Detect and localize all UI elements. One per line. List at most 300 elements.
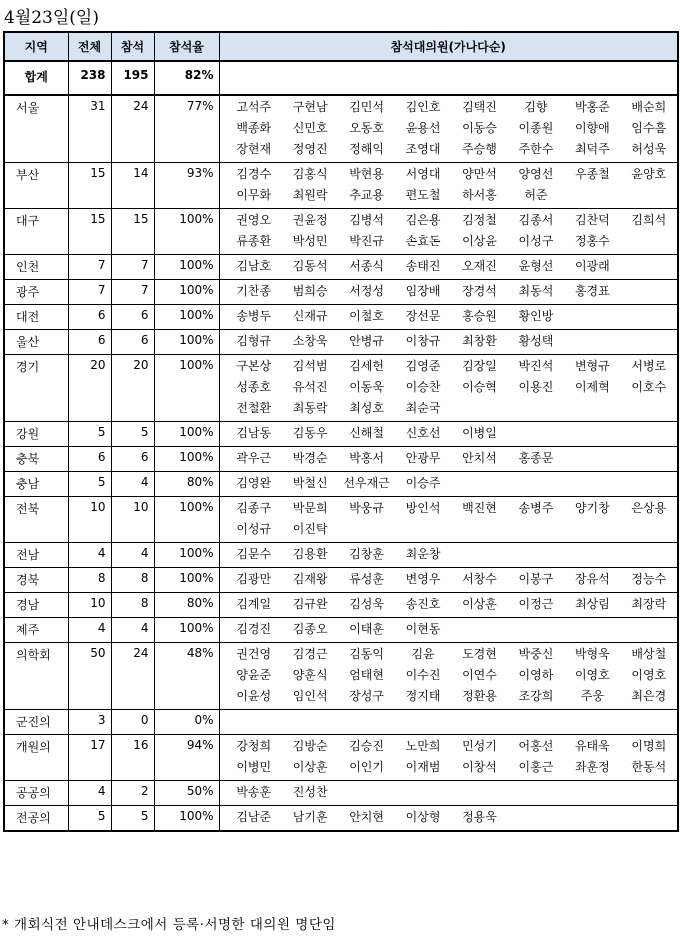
delegate-names-grid xyxy=(226,450,678,467)
delegate-names-cell xyxy=(219,710,677,735)
delegate-name: 김향 xyxy=(524,100,548,114)
delegate-name: 김동익 xyxy=(349,647,384,661)
rate-cell: 100% xyxy=(154,422,219,447)
delegate-name: 김홍식 xyxy=(292,167,328,181)
region-cell: 강원 xyxy=(5,422,68,447)
region-cell: 전북 xyxy=(5,497,68,543)
delegate-name: 이재범 xyxy=(405,760,441,774)
delegate-name: 이승주 xyxy=(405,476,441,490)
total-cell: 4 xyxy=(68,618,111,643)
delegate-name: 임수흠 xyxy=(631,121,667,135)
delegate-names-cell xyxy=(219,95,677,163)
delegate-names-grid xyxy=(226,784,678,801)
region-cell: 부산 xyxy=(5,163,68,209)
delegate-name: 이영하 xyxy=(518,668,554,682)
delegate-name: 김은용 xyxy=(405,213,441,227)
delegate-name: 이수진 xyxy=(405,668,441,682)
delegate-name: 이향애 xyxy=(574,121,610,135)
summary-names-empty xyxy=(219,61,677,95)
delegate-name: 장성구 xyxy=(349,689,384,703)
region-cell: 대구 xyxy=(5,209,68,255)
delegate-name: 이광래 xyxy=(574,259,610,273)
table-row xyxy=(5,255,677,280)
delegate-name: 김인호 xyxy=(405,100,441,114)
table-row xyxy=(5,735,677,781)
delegate-name: 김광만 xyxy=(236,572,272,586)
delegate-name: 주한수 xyxy=(518,142,554,156)
delegate-name: 유석진 xyxy=(292,380,328,394)
delegate-name: 이철호 xyxy=(349,309,384,323)
region-cell: 광주 xyxy=(5,280,68,305)
delegate-name: 김정철 xyxy=(462,213,497,227)
delegate-name: 유태욱 xyxy=(574,739,610,753)
rate-cell: 100% xyxy=(154,497,219,543)
delegate-name: 김경진 xyxy=(236,622,272,636)
delegate-name: 황인방 xyxy=(518,309,554,323)
delegate-name: 정지태 xyxy=(405,689,441,703)
delegate-name: 류종환 xyxy=(236,234,272,248)
delegate-names-grid xyxy=(226,738,678,776)
delegate-name: 김방순 xyxy=(292,739,328,753)
delegate-name: 정용욱 xyxy=(462,810,497,824)
delegate-name: 성종호 xyxy=(236,380,272,394)
delegate-name: 이승혁 xyxy=(462,380,497,394)
delegate-names-cell xyxy=(219,447,677,472)
delegate-name: 도경현 xyxy=(462,647,497,661)
delegate-name: 조영대 xyxy=(405,142,441,156)
attend-cell: 24 xyxy=(111,643,154,710)
table-row xyxy=(5,447,677,472)
delegate-names-cell xyxy=(219,593,677,618)
delegate-name: 박웅규 xyxy=(349,501,384,515)
delegate-names-grid xyxy=(226,809,678,826)
table-row xyxy=(5,710,677,735)
region-cell: 의학회 xyxy=(5,643,68,710)
total-cell: 7 xyxy=(68,255,111,280)
delegate-name: 김종서 xyxy=(518,213,554,227)
delegate-name: 이윤성 xyxy=(236,689,272,703)
delegate-name: 안병규 xyxy=(349,334,384,348)
delegate-name: 오재진 xyxy=(462,259,497,273)
delegate-name: 김문수 xyxy=(236,547,272,561)
delegate-name: 서정성 xyxy=(349,284,384,298)
rate-cell: 80% xyxy=(154,593,219,618)
delegate-names-cell xyxy=(219,163,677,209)
region-cell: 군진의 xyxy=(5,710,68,735)
delegate-name: 김찬덕 xyxy=(574,213,610,227)
delegate-name: 박진석 xyxy=(518,359,554,373)
delegate-name: 김경수 xyxy=(236,167,272,181)
table-row xyxy=(5,568,677,593)
delegate-name: 좌훈정 xyxy=(574,760,610,774)
delegate-name: 신호선 xyxy=(405,426,441,440)
delegate-name: 홍승원 xyxy=(462,309,497,323)
attend-cell: 5 xyxy=(111,806,154,831)
delegate-name: 이상윤 xyxy=(462,234,497,248)
delegate-name: 홍경표 xyxy=(574,284,610,298)
delegate-name: 이동욱 xyxy=(349,380,384,394)
delegate-names-grid xyxy=(226,333,678,350)
delegate-names-grid xyxy=(226,571,678,588)
summary-total: 238 xyxy=(68,61,111,95)
rate-cell: 100% xyxy=(154,355,219,422)
table-row xyxy=(5,422,677,447)
delegate-name: 김종오 xyxy=(292,622,328,636)
delegate-name: 남기훈 xyxy=(292,810,328,824)
region-cell: 공공의 xyxy=(5,781,68,806)
table-row xyxy=(5,472,677,497)
rate-cell: 100% xyxy=(154,209,219,255)
delegate-name: 김장일 xyxy=(462,359,497,373)
total-cell: 10 xyxy=(68,593,111,618)
delegate-name: 이창규 xyxy=(405,334,441,348)
delegate-name: 송진호 xyxy=(405,597,441,611)
delegate-name: 최동석 xyxy=(518,284,554,298)
table-row xyxy=(5,618,677,643)
delegate-names-grid xyxy=(226,358,678,417)
region-cell: 개원의 xyxy=(5,735,68,781)
delegate-name: 은상용 xyxy=(631,501,667,515)
attend-cell: 15 xyxy=(111,209,154,255)
region-cell: 충북 xyxy=(5,447,68,472)
rate-cell: 100% xyxy=(154,255,219,280)
delegate-names-cell xyxy=(219,422,677,447)
header-rate: 참석율 xyxy=(154,33,219,61)
delegate-name: 김남동 xyxy=(236,426,272,440)
delegate-names-grid xyxy=(226,212,678,250)
attend-cell: 0 xyxy=(111,710,154,735)
delegate-names-cell xyxy=(219,330,677,355)
total-cell: 5 xyxy=(68,472,111,497)
delegate-name: 김윤 xyxy=(411,647,435,661)
delegate-name: 이성구 xyxy=(518,234,554,248)
delegate-name: 황성택 xyxy=(518,334,554,348)
delegate-name: 박진규 xyxy=(349,234,384,248)
region-cell: 제주 xyxy=(5,618,68,643)
delegate-name: 하서홍 xyxy=(462,188,497,202)
attend-cell: 20 xyxy=(111,355,154,422)
delegate-name: 이홍근 xyxy=(518,760,554,774)
delegate-name: 편도철 xyxy=(405,188,441,202)
attend-cell: 6 xyxy=(111,305,154,330)
delegate-name: 이동승 xyxy=(462,121,497,135)
delegate-name: 권건영 xyxy=(236,647,272,661)
table-row xyxy=(5,330,677,355)
delegate-name: 이정근 xyxy=(518,597,554,611)
delegate-name: 이상훈 xyxy=(292,760,328,774)
total-cell: 6 xyxy=(68,305,111,330)
attendance-table xyxy=(5,33,677,830)
footnote: * 개회식전 안내데스크에서 등록·서명한 대의원 명단임 xyxy=(2,917,336,933)
delegate-names-grid xyxy=(226,475,678,492)
delegate-name: 이병일 xyxy=(462,426,497,440)
delegate-names-cell xyxy=(219,305,677,330)
delegate-name: 장선문 xyxy=(405,309,441,323)
delegate-names-cell xyxy=(219,209,677,255)
delegate-name: 김석범 xyxy=(292,359,328,373)
delegate-name: 변형규 xyxy=(574,359,610,373)
delegate-name: 류성훈 xyxy=(349,572,384,586)
delegate-names-cell xyxy=(219,280,677,305)
delegate-name: 신해철 xyxy=(349,426,384,440)
delegate-name: 최원락 xyxy=(292,188,328,202)
delegate-name: 김계일 xyxy=(236,597,272,611)
table-row xyxy=(5,781,677,806)
table-row xyxy=(5,95,677,163)
delegate-name: 최순국 xyxy=(405,401,441,415)
total-cell: 4 xyxy=(68,543,111,568)
delegate-name: 양훈식 xyxy=(292,668,328,682)
delegate-name: 곽우근 xyxy=(236,451,272,465)
delegate-name: 이종원 xyxy=(518,121,554,135)
delegate-name: 이창석 xyxy=(462,760,497,774)
delegate-name: 김종구 xyxy=(236,501,272,515)
empty-name-slot xyxy=(226,713,282,730)
delegate-name: 정환용 xyxy=(462,689,497,703)
rate-cell: 48% xyxy=(154,643,219,710)
delegate-name: 이무화 xyxy=(236,188,272,202)
delegate-name: 최동락 xyxy=(292,401,328,415)
delegate-name: 이성규 xyxy=(236,522,272,536)
delegate-name: 김승진 xyxy=(349,739,384,753)
attend-cell: 6 xyxy=(111,330,154,355)
delegate-names-cell xyxy=(219,568,677,593)
delegate-name: 양영선 xyxy=(518,167,554,181)
delegate-names-cell xyxy=(219,255,677,280)
delegate-name: 최창환 xyxy=(462,334,497,348)
rate-cell: 100% xyxy=(154,568,219,593)
delegate-name: 이승찬 xyxy=(405,380,441,394)
delegate-names-grid xyxy=(226,713,678,730)
delegate-name: 정홍수 xyxy=(574,234,610,248)
delegate-name: 노만희 xyxy=(405,739,441,753)
region-cell: 서울 xyxy=(5,95,68,163)
delegate-name: 강청희 xyxy=(236,739,272,753)
delegate-name: 이병민 xyxy=(236,760,272,774)
region-cell: 인천 xyxy=(5,255,68,280)
table-row xyxy=(5,209,677,255)
attend-cell: 4 xyxy=(111,472,154,497)
delegate-name: 박성민 xyxy=(292,234,328,248)
delegate-names-cell xyxy=(219,643,677,710)
total-cell: 7 xyxy=(68,280,111,305)
attend-cell: 6 xyxy=(111,447,154,472)
delegate-name: 안치현 xyxy=(349,810,384,824)
delegate-name: 고석주 xyxy=(236,100,272,114)
delegate-name: 최운창 xyxy=(405,547,441,561)
total-cell: 20 xyxy=(68,355,111,422)
delegate-name: 김경근 xyxy=(292,647,328,661)
delegate-name: 박홍준 xyxy=(574,100,610,114)
delegate-name: 이인기 xyxy=(349,760,384,774)
delegate-name: 범희승 xyxy=(292,284,328,298)
table-row xyxy=(5,806,677,831)
delegate-name: 김형규 xyxy=(236,334,272,348)
table-row xyxy=(5,163,677,209)
delegate-name: 엄태현 xyxy=(349,668,384,682)
delegate-name: 양기창 xyxy=(574,501,610,515)
delegate-name: 정능수 xyxy=(631,572,667,586)
delegate-name: 전철환 xyxy=(236,401,272,415)
delegate-name: 박중신 xyxy=(518,647,554,661)
delegate-name: 이영호 xyxy=(631,668,667,682)
attend-cell: 4 xyxy=(111,618,154,643)
table-row xyxy=(5,543,677,568)
rate-cell: 100% xyxy=(154,305,219,330)
total-cell: 15 xyxy=(68,163,111,209)
delegate-names-cell xyxy=(219,355,677,422)
delegate-name: 김창훈 xyxy=(349,547,384,561)
delegate-name: 김세헌 xyxy=(349,359,384,373)
rate-cell: 100% xyxy=(154,618,219,643)
delegate-name: 손효돈 xyxy=(405,234,441,248)
delegate-name: 김민석 xyxy=(349,100,384,114)
delegate-name: 이진탁 xyxy=(292,522,328,536)
table-row xyxy=(5,497,677,543)
delegate-name: 송병두 xyxy=(236,309,272,323)
delegate-name: 기찬종 xyxy=(236,284,272,298)
delegate-name: 이봉구 xyxy=(518,572,554,586)
delegate-names-grid xyxy=(226,308,678,325)
attend-cell: 16 xyxy=(111,735,154,781)
delegate-name: 권영오 xyxy=(236,213,272,227)
total-cell: 50 xyxy=(68,643,111,710)
delegate-name: 우종철 xyxy=(574,167,610,181)
delegate-name: 윤형선 xyxy=(518,259,554,273)
delegate-name: 양만석 xyxy=(462,167,497,181)
delegate-name: 임인석 xyxy=(292,689,328,703)
delegate-name: 윤양호 xyxy=(631,167,667,181)
delegate-name: 백종화 xyxy=(236,121,272,135)
delegate-names-cell xyxy=(219,781,677,806)
delegate-name: 서종식 xyxy=(349,259,384,273)
header-names: 참석대의원(가나다순) xyxy=(219,33,677,61)
region-cell: 경기 xyxy=(5,355,68,422)
attend-cell: 14 xyxy=(111,163,154,209)
total-cell: 4 xyxy=(68,781,111,806)
delegate-name: 최덕주 xyxy=(574,142,610,156)
rate-cell: 100% xyxy=(154,543,219,568)
total-cell: 10 xyxy=(68,497,111,543)
delegate-name: 안치석 xyxy=(462,451,497,465)
total-cell: 6 xyxy=(68,447,111,472)
delegate-name: 김택진 xyxy=(462,100,497,114)
delegate-names-cell xyxy=(219,543,677,568)
attend-cell: 2 xyxy=(111,781,154,806)
delegate-name: 민성기 xyxy=(462,739,497,753)
delegate-name: 김규완 xyxy=(292,597,328,611)
delegate-name: 변영우 xyxy=(405,572,441,586)
delegate-name: 김병석 xyxy=(349,213,384,227)
region-cell: 경북 xyxy=(5,568,68,593)
delegate-name: 박홍서 xyxy=(349,451,384,465)
delegate-names-cell xyxy=(219,806,677,831)
rate-cell: 100% xyxy=(154,806,219,831)
delegate-name: 추교용 xyxy=(349,188,384,202)
delegate-name: 이연수 xyxy=(462,668,497,682)
delegate-name: 서영대 xyxy=(405,167,441,181)
delegate-name: 최은경 xyxy=(631,689,667,703)
delegate-name: 주웅 xyxy=(580,689,604,703)
rate-cell: 100% xyxy=(154,447,219,472)
delegate-name: 이명희 xyxy=(631,739,667,753)
summary-rate: 82% xyxy=(154,61,219,95)
delegate-name: 정해익 xyxy=(349,142,384,156)
attendance-table-frame xyxy=(3,31,679,832)
delegate-name: 조강희 xyxy=(518,689,554,703)
delegate-names-grid xyxy=(226,99,678,158)
delegate-names-grid xyxy=(226,425,678,442)
delegate-name: 권윤정 xyxy=(292,213,328,227)
delegate-name: 이현동 xyxy=(405,622,441,636)
delegate-name: 김재왕 xyxy=(292,572,328,586)
delegate-name: 이제혁 xyxy=(574,380,610,394)
delegate-name: 양윤준 xyxy=(236,668,272,682)
delegate-name: 이상훈 xyxy=(462,597,497,611)
delegate-name: 백진현 xyxy=(462,501,497,515)
region-cell: 울산 xyxy=(5,330,68,355)
delegate-name: 진성찬 xyxy=(292,785,328,799)
delegate-name: 최장락 xyxy=(631,597,667,611)
region-cell: 전남 xyxy=(5,543,68,568)
delegate-names-grid xyxy=(226,621,678,638)
delegate-name: 박철신 xyxy=(292,476,328,490)
delegate-name: 김동석 xyxy=(292,259,328,273)
delegate-name: 구현남 xyxy=(292,100,328,114)
delegate-names-grid xyxy=(226,646,678,705)
rate-cell: 77% xyxy=(154,95,219,163)
delegate-name: 한동석 xyxy=(631,760,667,774)
total-cell: 31 xyxy=(68,95,111,163)
table-row xyxy=(5,280,677,305)
table-row xyxy=(5,593,677,618)
delegate-name: 오동호 xyxy=(349,121,384,135)
delegate-name: 박송훈 xyxy=(236,785,272,799)
document-date: 4월23일(일) xyxy=(4,8,99,28)
delegate-name: 주승행 xyxy=(462,142,497,156)
delegate-names-grid xyxy=(226,500,678,538)
delegate-name: 어홍선 xyxy=(518,739,554,753)
delegate-name: 장현재 xyxy=(236,142,272,156)
rate-cell: 80% xyxy=(154,472,219,497)
total-cell: 5 xyxy=(68,422,111,447)
delegate-names-grid xyxy=(226,166,678,204)
delegate-name: 소창욱 xyxy=(292,334,328,348)
delegate-name: 임장배 xyxy=(405,284,441,298)
delegate-name: 홍종문 xyxy=(518,451,554,465)
region-cell: 경남 xyxy=(5,593,68,618)
delegate-name: 구본상 xyxy=(236,359,272,373)
delegate-names-grid xyxy=(226,596,678,613)
delegate-names-grid xyxy=(226,258,678,275)
delegate-name: 신재규 xyxy=(292,309,328,323)
attend-cell: 4 xyxy=(111,543,154,568)
summary-label: 합계 xyxy=(5,61,68,95)
delegate-name: 박현용 xyxy=(349,167,384,181)
delegate-name: 최성호 xyxy=(349,401,384,415)
delegate-name: 이호수 xyxy=(631,380,667,394)
delegate-name: 장경석 xyxy=(462,284,497,298)
delegate-name: 김남호 xyxy=(236,259,272,273)
delegate-name: 신민호 xyxy=(292,121,328,135)
delegate-name: 김용환 xyxy=(292,547,328,561)
delegate-name: 서병로 xyxy=(631,359,667,373)
table-row xyxy=(5,305,677,330)
rate-cell: 50% xyxy=(154,781,219,806)
delegate-name: 김동우 xyxy=(292,426,328,440)
summary-row xyxy=(5,61,677,95)
delegate-names-cell xyxy=(219,472,677,497)
